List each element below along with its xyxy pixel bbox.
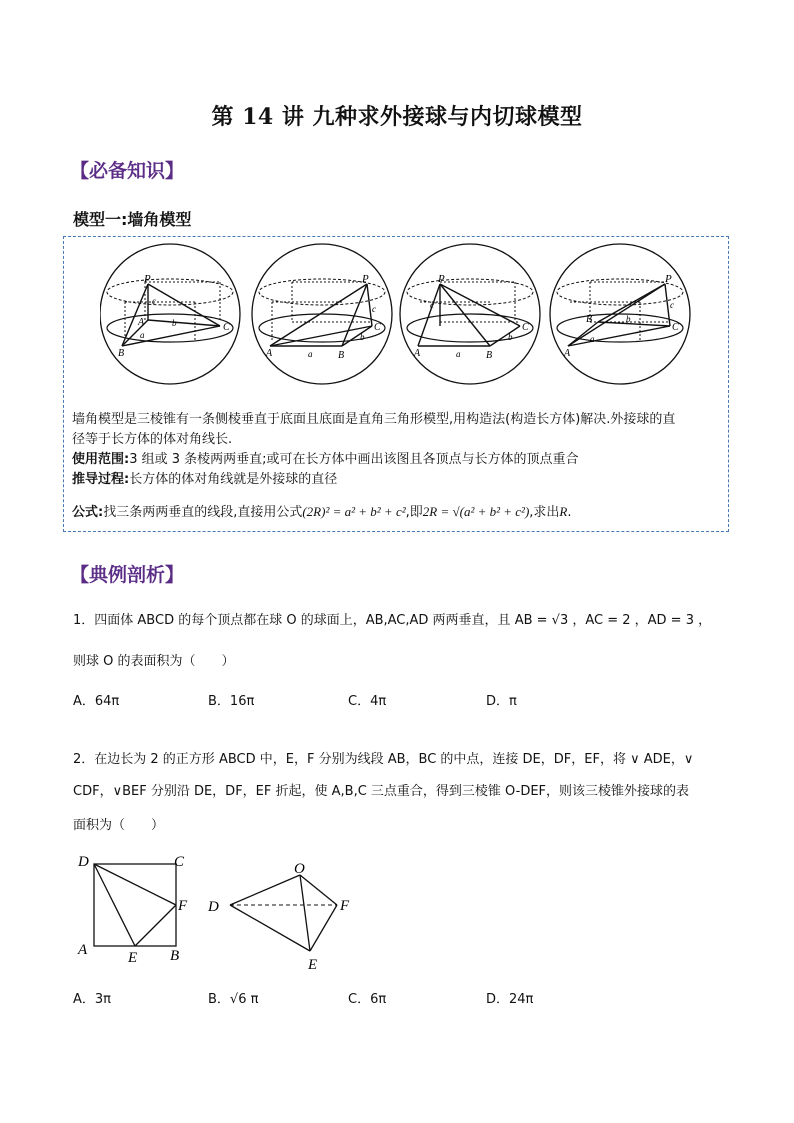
- label-A1: A: [138, 317, 145, 328]
- label-C4: C: [672, 322, 679, 333]
- sq-label-E: E: [128, 950, 138, 965]
- sq-label-F: F: [178, 898, 188, 914]
- label-a2: a: [308, 349, 313, 359]
- formula-eq1: (2R)² = a² + b² + c²: [302, 504, 406, 519]
- q2-line2: CDF，∨BEF 分别沿 DE，DF，EF 折起，使 A,B,C 三点重合，得到三棱锥 O-DEF，则该三棱锥外接球的表: [73, 784, 690, 799]
- label-a1: a: [140, 330, 145, 340]
- label-B3: B: [486, 350, 493, 361]
- label-B4: B: [586, 314, 593, 325]
- label-b2: b: [360, 332, 365, 342]
- label-c1: c: [152, 296, 156, 306]
- formula-eq2: 2R = √(a² + b² + c²): [422, 504, 530, 519]
- q2-line1: 2．在边长为 2 的正方形 ABCD 中，E，F 分别为线段 AB，BC 的中点，连接 DE，DF，EF，将 ∨ ADE，∨: [73, 752, 694, 767]
- box-derivation: [72, 470, 722, 490]
- box-description-line1: 墙角模型是三棱锥有一条侧棱垂直于底面且底面是直角三角形模型,用构造法(构造长方体)解决.外接球的直: [72, 412, 676, 427]
- label-C1: C: [223, 322, 230, 333]
- label-A4: A: [564, 348, 571, 359]
- derive-text: 长方体的体对角线就是外接球的直径: [129, 472, 338, 487]
- section-heading-knowledge: 【必备知识】: [70, 160, 185, 182]
- sq-label-D: D: [78, 854, 89, 870]
- tet-label-E: E: [308, 957, 318, 973]
- sphere-figure-2: [252, 244, 392, 384]
- label-b1: b: [172, 318, 177, 328]
- label-c2: c: [372, 304, 376, 314]
- box-description-line2: 径等于长方体的体对角线长.: [72, 432, 233, 447]
- label-b3: b: [508, 332, 513, 342]
- tet-label-D: D: [208, 899, 219, 915]
- q2-line3: 面积为（ ）: [73, 818, 165, 833]
- q2-option-b[interactable]: B．√6 π: [208, 992, 259, 1007]
- q1-option-c[interactable]: C．4π: [348, 694, 387, 709]
- model-heading: 模型一:墙角模型: [73, 210, 192, 229]
- label-B1: B: [118, 348, 125, 359]
- sphere-figure-4: [550, 244, 690, 384]
- derive-label: 推导过程:: [72, 472, 130, 487]
- q2-option-d[interactable]: D．24π: [486, 992, 534, 1007]
- q2-option-c[interactable]: C．6π: [348, 992, 387, 1007]
- sq-label-B: B: [170, 948, 180, 964]
- formula-text3: ,求出: [529, 505, 560, 520]
- tetrahedron-figure: [200, 855, 370, 975]
- label-a4: a: [590, 334, 595, 344]
- sq-label-C: C: [174, 854, 185, 870]
- scope-text: 3 组或 3 条棱两两垂直;或可在长方体中画出该图且各顶点与长方体的顶点重合: [129, 452, 579, 467]
- label-C2: C: [374, 322, 381, 333]
- q1-option-a[interactable]: A．64π: [73, 694, 120, 709]
- formula-text1: 找三条两两垂直的线段,直接用公式: [103, 505, 303, 520]
- label-c3: c: [430, 300, 434, 310]
- label-A3: A: [414, 348, 421, 359]
- sphere-figures: [100, 242, 700, 392]
- label-c4: c: [670, 300, 674, 310]
- scope-label: 使用范围:: [72, 452, 130, 467]
- section-heading-examples: 【典例剖析】: [70, 564, 185, 586]
- label-a3: a: [456, 349, 461, 359]
- label-P1: P: [144, 273, 151, 285]
- sphere-figure-1: [100, 244, 240, 384]
- tet-label-O: O: [294, 861, 305, 877]
- label-B2: B: [338, 350, 345, 361]
- tet-label-F: F: [340, 898, 350, 914]
- label-b4: b: [626, 314, 631, 324]
- box-scope: [72, 450, 722, 470]
- formula-text2: ,即: [405, 505, 423, 520]
- sphere-figure-3: [400, 244, 540, 384]
- page-title: 第 14 讲 九种求外接球与内切球模型: [211, 104, 583, 130]
- q2-option-a[interactable]: A．3π: [73, 992, 111, 1007]
- q1-option-b[interactable]: B．16π: [208, 694, 255, 709]
- q1-line1: 1．四面体 ABCD 的每个顶点都在球 O 的球面上，AB,AC,AD 两两垂直，且 AB = √3 ，AC = 2 ，AD = 3 ，: [73, 613, 712, 628]
- q1-line2: 则球 O 的表面积为（ ）: [73, 654, 235, 669]
- label-P2: P: [362, 273, 369, 285]
- square-figure: [72, 850, 202, 965]
- formula-end: .: [567, 505, 572, 520]
- label-P3: P: [438, 273, 445, 285]
- label-A2: A: [266, 348, 273, 359]
- box-formula: [72, 502, 722, 523]
- label-P4: P: [665, 273, 672, 285]
- q1-option-d[interactable]: D．π: [486, 694, 517, 709]
- label-C3: C: [522, 322, 529, 333]
- formula-label: 公式:: [72, 505, 104, 520]
- formula-R: R: [559, 504, 568, 519]
- sq-label-A: A: [78, 942, 88, 958]
